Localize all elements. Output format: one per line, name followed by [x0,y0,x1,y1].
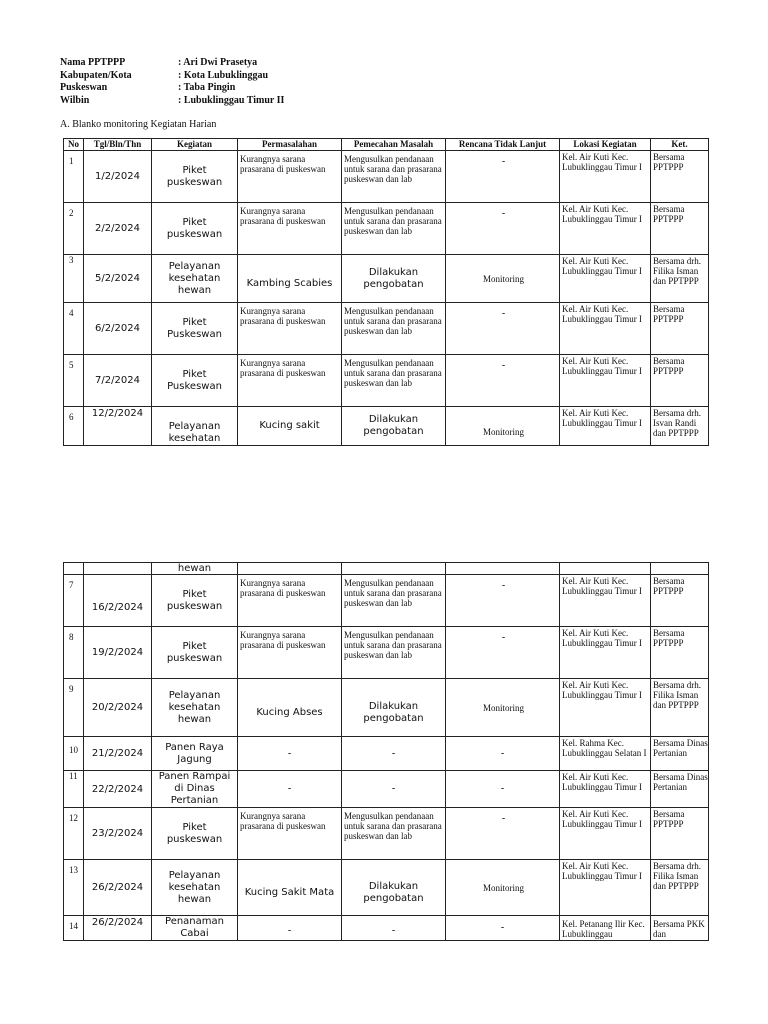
table-row [64,679,709,737]
row-permasalahan: Kucing sakit [238,407,342,446]
table-row-continuation [64,563,709,575]
row-rencana: - [446,303,560,355]
row-no: 7 [64,575,84,627]
row-date: 20/2/2024 [84,679,152,737]
table-row [64,407,709,446]
header-value: : Lubuklinggau Timur II [178,94,285,106]
row-no: 11 [64,771,84,808]
row-kegiatan: Pelayanan kesehatan hewan [152,255,238,303]
row-pemecahan: - [342,737,446,771]
row-lokasi: Kel. Air Kuti Kec. Lubuklinggau Timur I [560,808,651,860]
table-row [64,808,709,860]
row-ket: Bersama PKK dan [651,916,709,941]
row-pemecahan: - [342,771,446,808]
column-header-lokasi: Lokasi Kegiatan [560,139,651,151]
table-header-row [64,139,709,151]
row-kegiatan: Piket puskeswan [152,151,238,203]
row-permasalahan: Kucing Abses [238,679,342,737]
column-header-no: No [64,139,84,151]
row-rencana: - [446,355,560,407]
header-value: : Kota Lubuklinggau [178,69,269,81]
row-date: 12/2/2024 [84,407,152,446]
row-date: 16/2/2024 [84,575,152,627]
row-permasalahan: Kambing Scabies [238,255,342,303]
table-row [64,916,709,941]
row-permasalahan: - [238,771,342,808]
row-date: 1/2/2024 [84,151,152,203]
header-row-kabupaten [60,70,284,83]
row-date: 22/2/2024 [84,771,152,808]
row-date: 7/2/2024 [84,355,152,407]
row-pemecahan: Dilakukan pengobatan [342,407,446,446]
row-kegiatan: Piket puskeswan [152,575,238,627]
row-no: 5 [64,355,84,407]
row-ket: Bersama drh. Filika Isman dan PPTPPP [651,860,709,916]
section-title: A. Blanko monitoring Kegiatan Harian [60,119,217,130]
row-rencana: - [446,203,560,255]
header-row-puskeswan [60,82,284,95]
row-no: 12 [64,808,84,860]
row-permasalahan: Kurangnya sarana prasarana di puskeswan [238,627,342,679]
row-rencana: - [446,627,560,679]
row-date: 26/2/2024 [84,860,152,916]
row-kegiatan: Pelayanan kesehatan hewan [152,860,238,916]
row-pemecahan: Dilakukan pengobatan [342,860,446,916]
row-pemecahan: Mengusulkan pendanaan untuk sarana dan prasarana puskeswan dan lab [342,808,446,860]
row-pemecahan: Mengusulkan pendanaan untuk sarana dan prasarana puskeswan dan lab [342,151,446,203]
row-pemecahan: Mengusulkan pendanaan untuk sarana dan prasarana puskeswan dan lab [342,355,446,407]
row-ket: Bersama PPTPPP [651,151,709,203]
row-ket: Bersama Dinas Pertanian [651,771,709,808]
row-rencana: - [446,916,560,941]
header-info [60,57,284,107]
activity-table-page1 [63,138,709,446]
row-date: 21/2/2024 [84,737,152,771]
row-rencana: Monitoring [446,255,560,303]
row-lokasi: Kel. Air Kuti Kec. Lubuklinggau Timur I [560,203,651,255]
table-row [64,203,709,255]
row-permasalahan: Kurangnya sarana prasarana di puskeswan [238,575,342,627]
column-header-rencana: Rencana Tidak Lanjut [446,139,560,151]
row-date: 19/2/2024 [84,627,152,679]
row-lokasi: Kel. Air Kuti Kec. Lubuklinggau Timur I [560,771,651,808]
table-row [64,627,709,679]
table-row [64,771,709,808]
table-row [64,860,709,916]
row-pemecahan: Mengusulkan pendanaan untuk sarana dan prasarana puskeswan dan lab [342,203,446,255]
table-row [64,303,709,355]
row-date: 2/2/2024 [84,203,152,255]
header-value: : Ari Dwi Prasetya [178,57,258,68]
row-ket: Bersama drh. Filika Isman dan PPTPPP [651,255,709,303]
table-row [64,355,709,407]
row-lokasi: Kel. Air Kuti Kec. Lubuklinggau Timur I [560,575,651,627]
row-rencana: - [446,575,560,627]
row-permasalahan: Kurangnya sarana prasarana di puskeswan [238,303,342,355]
row-pemecahan: - [342,916,446,941]
row-rencana: - [446,771,560,808]
row-lokasi: Kel. Air Kuti Kec. Lubuklinggau Timur I [560,860,651,916]
row-pemecahan: Mengusulkan pendanaan untuk sarana dan prasarana puskeswan dan lab [342,575,446,627]
row-permasalahan: Kurangnya sarana prasarana di puskeswan [238,203,342,255]
header-label: Nama PPTPPP [60,57,126,68]
column-header-date: Tgl/Bln/Thn [84,139,152,151]
activity-table-page2 [63,562,709,941]
row-ket: Bersama PPTPPP [651,808,709,860]
row-date: 26/2/2024 [84,916,152,941]
header-label: Wilbin [60,94,90,106]
row-permasalahan: Kurangnya sarana prasarana di puskeswan [238,151,342,203]
row-ket: Bersama PPTPPP [651,303,709,355]
row-rencana: Monitoring [446,679,560,737]
row-ket: Bersama Dinas Pertanian [651,737,709,771]
row-rencana: Monitoring [446,860,560,916]
row-no: 3 [64,255,84,303]
row-rencana: Monitoring [446,407,560,446]
row-permasalahan: Kurangnya sarana prasarana di puskeswan [238,355,342,407]
row-lokasi: Kel. Air Kuti Kec. Lubuklinggau Timur I [560,355,651,407]
row-date: 6/2/2024 [84,303,152,355]
header-label: Kabupaten/Kota [60,69,132,81]
row-lokasi: Kel. Air Kuti Kec. Lubuklinggau Timur I [560,627,651,679]
row-permasalahan: - [238,737,342,771]
row-lokasi: Kel. Rahma Kec. Lubuklinggau Selatan I [560,737,651,771]
row-permasalahan: - [238,916,342,941]
table-row [64,575,709,627]
table-row [64,255,709,303]
row-lokasi: Kel. Petanang Ilir Kec. Lubuklinggau [560,916,651,941]
row-no: 6 [64,407,84,446]
header-row-nama [60,57,284,70]
row-no: 14 [64,916,84,941]
header-value: : Taba Pingin [178,82,236,93]
row-kegiatan: Panen Rampai di Dinas Pertanian [152,771,238,808]
row-kegiatan: Pelayanan kesehatan [152,407,238,446]
row-kegiatan: Piket puskeswan [152,808,238,860]
row-lokasi: Kel. Air Kuti Kec. Lubuklinggau Timur I [560,679,651,737]
row-no: 8 [64,627,84,679]
row-permasalahan: Kurangnya sarana prasarana di puskeswan [238,808,342,860]
row-ket: Bersama PPTPPP [651,627,709,679]
table-row [64,737,709,771]
row-pemecahan: Mengusulkan pendanaan untuk sarana dan prasarana puskeswan dan lab [342,627,446,679]
column-header-permasalahan: Permasalahan [238,139,342,151]
row-kegiatan: Piket puskeswan [152,203,238,255]
row-no: 4 [64,303,84,355]
row-no: 13 [64,860,84,916]
row-lokasi: Kel. Air Kuti Kec. Lubuklinggau Timur I [560,407,651,446]
column-header-kegiatan: Kegiatan [152,139,238,151]
row-ket: Bersama drh. Isvan Randi dan PPTPPP [651,407,709,446]
row-kegiatan: Piket puskeswan [152,627,238,679]
row-kegiatan: Penanaman Cabai [152,916,238,941]
column-header-pemecahan: Pemecahan Masalah [342,139,446,151]
row-kegiatan: Pelayanan kesehatan hewan [152,679,238,737]
row-date: 5/2/2024 [84,255,152,303]
row-kegiatan: hewan [152,563,238,575]
row-kegiatan: Panen Raya Jagung [152,737,238,771]
row-lokasi: Kel. Air Kuti Kec. Lubuklinggau Timur I [560,255,651,303]
row-kegiatan: Piket Puskeswan [152,303,238,355]
row-kegiatan: Piket Puskeswan [152,355,238,407]
row-permasalahan: Kucing Sakit Mata [238,860,342,916]
header-label: Puskeswan [60,82,108,93]
row-date: 23/2/2024 [84,808,152,860]
row-ket: Bersama PPTPPP [651,575,709,627]
row-lokasi: Kel. Air Kuti Kec. Lubuklinggau Timur I [560,303,651,355]
row-no: 1 [64,151,84,203]
row-no: 2 [64,203,84,255]
row-rencana: - [446,737,560,771]
column-header-ket: Ket. [651,139,709,151]
row-rencana: - [446,151,560,203]
row-ket: Bersama PPTPPP [651,355,709,407]
table-row [64,151,709,203]
row-rencana: - [446,808,560,860]
row-no: 10 [64,737,84,771]
row-ket: Bersama drh. Filika Isman dan PPTPPP [651,679,709,737]
row-pemecahan: Mengusulkan pendanaan untuk sarana dan prasarana puskeswan dan lab [342,303,446,355]
row-ket: Bersama PPTPPP [651,203,709,255]
row-pemecahan: Dilakukan pengobatan [342,255,446,303]
row-no: 9 [64,679,84,737]
row-pemecahan: Dilakukan pengobatan [342,679,446,737]
row-lokasi: Kel. Air Kuti Kec. Lubuklinggau Timur I [560,151,651,203]
header-row-wilbin [60,95,284,108]
